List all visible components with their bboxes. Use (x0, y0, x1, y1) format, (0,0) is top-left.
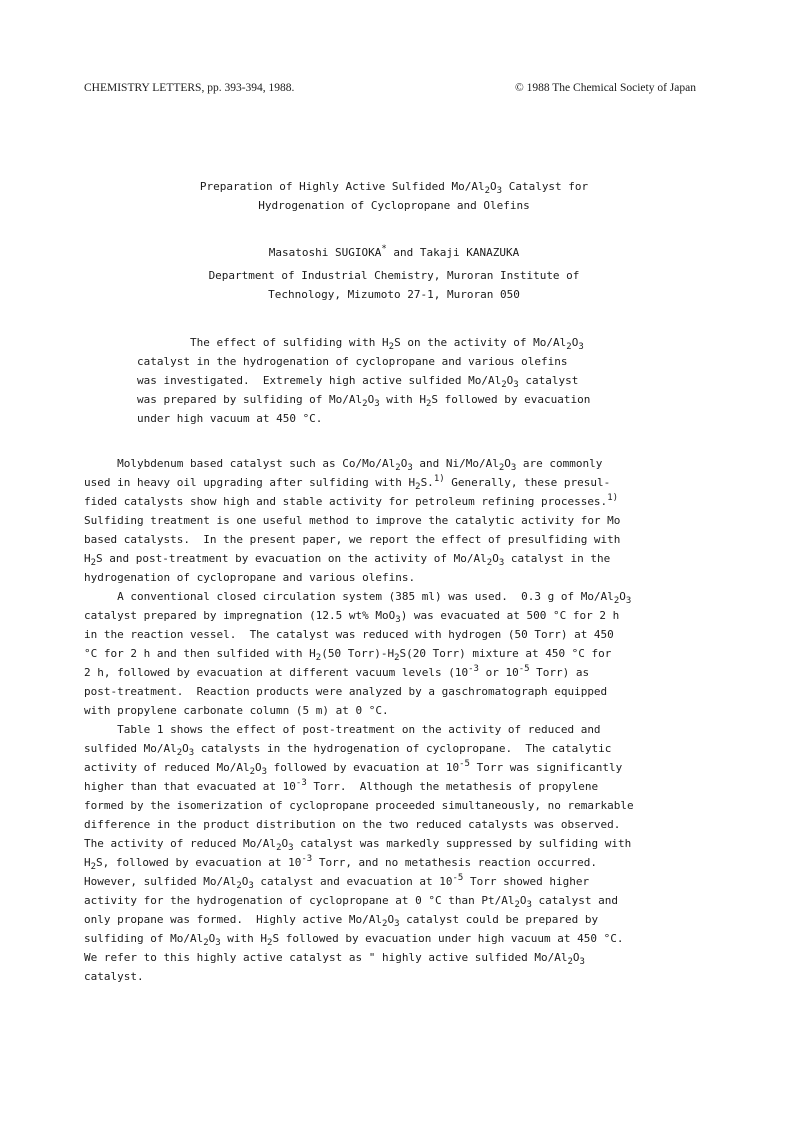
running-header (84, 82, 696, 94)
copyright-notice: © 1988 The Chemical Society of Japan (515, 82, 696, 94)
body-text (84, 454, 724, 986)
author-list: Masatoshi SUGIOKA* and Takaji KANAZUKA (268, 244, 520, 259)
paragraph-intro: Molybdenum based catalyst such as $Co/Mo/Al_2O_3$ and $Ni/Mo/Al_2O_3$ are commonly used in heavy oil upgrading after sulfiding with $H_2S.^{1)}$ Generally, these presul- fided catalysts show high and stable activity for petroleum refining processes.$^{1)}$ Sulfiding treatment is one useful method to improve the catalytic activity for Mo based catalysts. In the present paper, we report the effect of presulfiding with $H_2S$ and post-treatment by evacuation on the activity of $Mo/Al_2O_3$ catalyst in the hydrogenation of cyclopropane and various olefins. (84, 457, 621, 584)
paragraph-methods: A conventional closed circulation system (385 ml) was used. 0.3 g of $Mo/Al_2O_3$ catalyst prepared by impregnation (12.5 wt% MoO$_3$) was evacuated at 500 °C for 2 h in the reaction vessel. The catalyst was reduced with hydrogen (50 Torr) at 450 °C for 2 h and then sulfided with $H_2(50$ $Torr)-H_2S(20$ Torr) mixture at 450 °C for 2 h, followed by evacuation at different vacuum levels ($10^{-3}$ or $10^{-5}$ Torr) as post-treatment. Reaction products were analyzed by a gaschromatograph equipped with propylene carbonate column (5 m) at 0 °C. (84, 590, 632, 717)
paper-title: Preparation of Highly Active Sulfided $Mo/Al_2O_3$ Catalyst for Hydrogenation of Cyclopropane and Olefins (199, 180, 589, 212)
journal-citation: CHEMISTRY LETTERS, pp. 393-394, 1988. (84, 82, 295, 94)
abstract: The effect of sulfiding with $H_2S$ on the activity of $Mo/Al_2O_3$ catalyst in the hydrogenation of cyclopropane and various olefins was investigated. Extremely high active sulfided $Mo/Al_2O_3$ catalyst was prepared by sulfiding of $Mo/Al_2O_3$ with $H_2S$ followed by evacuation under high vacuum at 450 °C. (137, 336, 591, 425)
affiliation: Department of Industrial Chemistry, Muroran Institute of Technology, Mizumoto 27-1, Muroran 050 (208, 269, 580, 301)
paragraph-results: Table 1 shows the effect of post-treatment on the activity of reduced and sulfided $Mo/Al_2O_3$ catalysts in the hydrogenation of cyclopropane. The catalytic activity of reduced $Mo/Al_2O_3$ followed by evacuation at $10^{-5}$ Torr was significantly higher than that evacuated at $10^{-3}$ Torr. Although the metathesis of propylene formed by the isomerization of cyclopropane proceeded simultaneously, no remarkable difference in the product distribution on the two reduced catalysts was observed. The activity of reduced $Mo/Al_2O_3$ catalyst was markedly suppressed by sulfiding with $H_2S$, followed by evacuation at $10^{-3}$ Torr, and no metathesis reaction occurred. However, sulfided $Mo/Al_2O_3$ catalyst and evacuation at $10^{-5}$ Torr showed higher activity for the hydrogenation of cyclopropane at 0 °C than $Pt/Al_2O_3$ catalyst and only propane was formed. Highly active $Mo/Al_2O_3$ catalyst could be prepared by sulfiding of $Mo/Al_2O_3$ with $H_2S$ followed by evacuation under high vacuum at 450 °C. We refer to this highly active catalyst as " highly active sulfided $Mo/Al_2O_3$ catalyst. (84, 723, 634, 983)
